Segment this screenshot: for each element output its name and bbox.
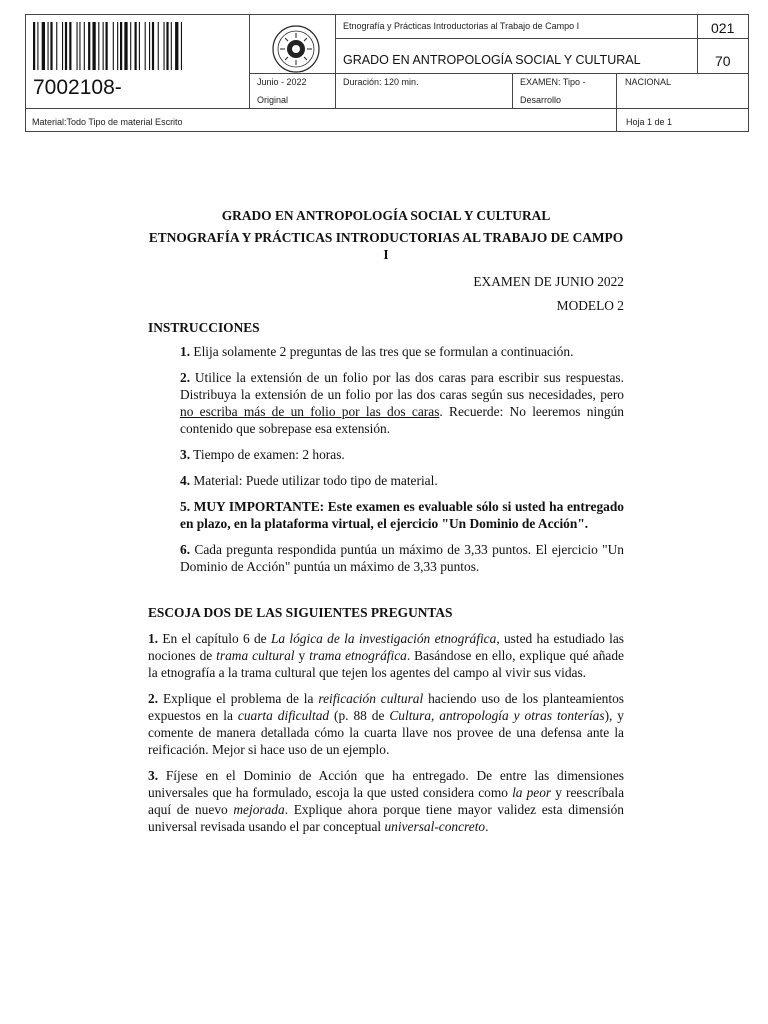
exam-kind: Original (257, 95, 289, 105)
university-seal-icon (271, 24, 321, 74)
exam-session-title: EXAMEN DE JUNIO 2022 (473, 274, 624, 289)
subject-code: 021 (711, 20, 735, 36)
session: Junio - 2022 (257, 77, 307, 87)
material-note: Material:Todo Tipo de material Escrito (32, 117, 183, 127)
exam-body (148, 200, 624, 835)
instructions-heading: INSTRUCCIONES (148, 320, 260, 335)
barcode (33, 22, 229, 70)
subject-name: Etnografía y Prácticas Introductorias al Trabajo de Campo I (343, 21, 580, 31)
degree-name: GRADO EN ANTROPOLOGÍA SOCIAL Y CULTURAL (343, 53, 641, 67)
instruction-4: 4. Material: Puede utilizar todo tipo de material. (180, 473, 438, 488)
degree-title: GRADO EN ANTROPOLOGÍA SOCIAL Y CULTURAL (221, 208, 551, 223)
exam-type-detail: Desarrollo (520, 95, 562, 105)
instruction-6: 6. Cada pregunta respondida puntúa un máximo de 3,33 puntos. El ejercicio "Un Dominio de Acción" puntúa un máximo de 3,33 puntos. (180, 542, 624, 574)
question-2: 2. Explique el problema de la reificación cultural haciendo uso de los planteamientos expuestos en la cuarta dificultad (p. 88 de Cultura, antropología y otras tonterías), y comente de manera detallada cómo la cuarta llave nos provee de una defensa ante la reificación. Mejor si hace uso de un ejemplo. (148, 691, 625, 757)
exam-model: MODELO 2 (556, 298, 624, 313)
exam-header (25, 14, 749, 132)
instruction-3: 3. Tiempo de examen: 2 horas. (180, 447, 345, 462)
questions-heading: ESCOJA DOS DE LAS SIGUIENTES PREGUNTAS (148, 605, 453, 620)
instruction-2: 2. Utilice la extensión de un folio por las dos caras para escribir sus respuestas. Distribuya la extensión de un folio por las dos caras según sus necesidades, pero no escriba más de un folio por las dos caras. Recuerde: No leeremos ningún contenido que sobrepase esa extensión. (180, 370, 624, 436)
scope: NACIONAL (625, 77, 672, 87)
instruction-1: 1. Elija solamente 2 preguntas de las tres que se formulan a continuación. (180, 344, 574, 359)
exam-type: EXAMEN: Tipo - (520, 77, 586, 87)
subject-title: ETNOGRAFÍA Y PRÁCTICAS INTRODUCTORIAS AL TRABAJO DE CAMPO I (148, 230, 624, 262)
duration: Duración: 120 min. (343, 77, 419, 87)
degree-code: 70 (715, 53, 731, 69)
instruction-5: 5. MUY IMPORTANTE: Este examen es evaluable sólo si usted ha entregado en plazo, en la plataforma virtual, el ejercicio "Un Dominio de Acción". (180, 499, 624, 531)
question-3: 3. Fíjese en el Dominio de Acción que ha entregado. De entre las dimensiones universales que ha formulado, escoja la que usted considera como la peor y reescríbala aquí de nuevo mejorada. Explique ahora porque tiene mayor validez esta dimensión universal revisada usando el par conceptual universal-concreto. (148, 768, 625, 834)
exam-code: 7002108- (33, 76, 122, 99)
question-1: 1. En el capítulo 6 de La lógica de la investigación etnográfica, usted ha estudiado las nociones de trama cultural y trama etnográfica. Basándose en ello, explique qué añade la etnografía a la trama cultural que tejen los agentes del campo al vivir sus vidas. (148, 631, 625, 680)
page-indicator: Hoja 1 de 1 (626, 117, 673, 127)
